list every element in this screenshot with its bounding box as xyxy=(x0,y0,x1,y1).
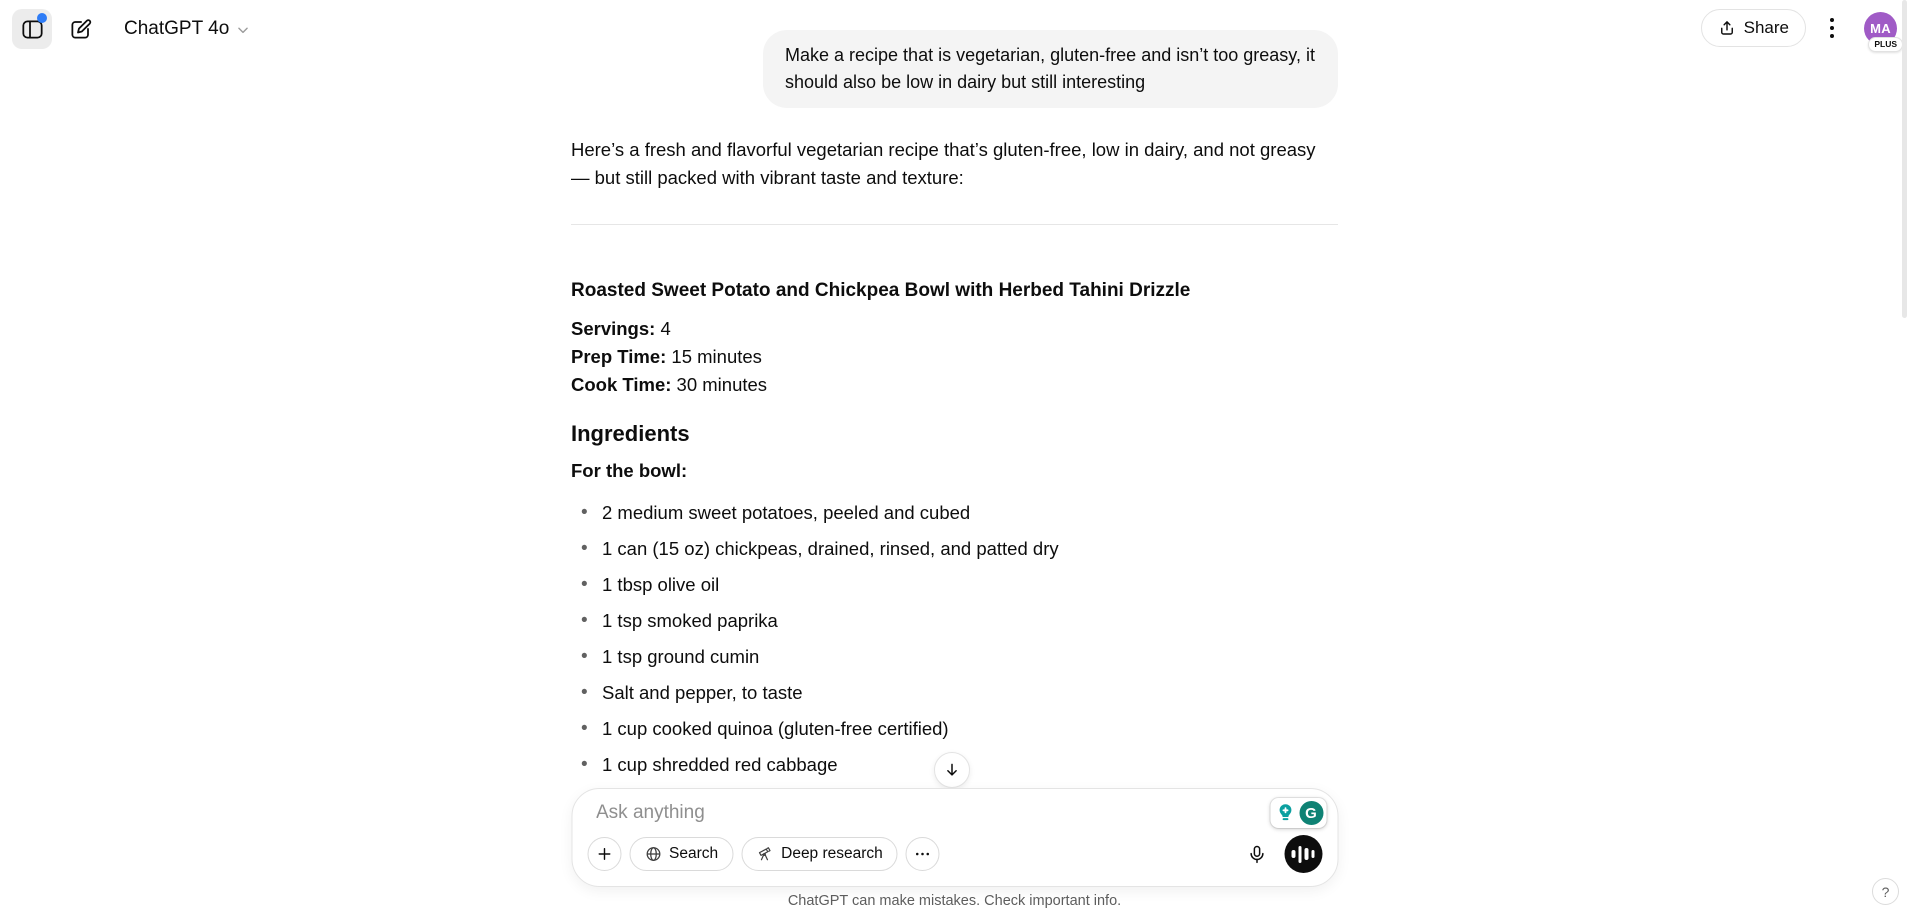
share-button[interactable] xyxy=(1701,9,1806,47)
plus-icon xyxy=(595,845,613,863)
section-divider xyxy=(571,224,1338,225)
servings-value: 4 xyxy=(655,318,671,339)
prep-time-label: Prep Time: xyxy=(571,346,667,367)
composer xyxy=(571,788,1338,887)
recipe-title: Roasted Sweet Potato and Chickpea Bowl with Herbed Tahini Drizzle xyxy=(571,280,1191,301)
topbar-left xyxy=(12,9,258,49)
servings-label: Servings: xyxy=(571,318,656,339)
servings-line xyxy=(571,315,1338,343)
list-item: • 1 tsp smoked paprika xyxy=(571,607,1338,634)
avatar: MA xyxy=(1864,12,1897,45)
message-input[interactable] xyxy=(596,802,1116,824)
scroll-down-arrow-icon xyxy=(943,761,961,779)
plan-badge: PLUS xyxy=(1868,37,1903,52)
browser-extensions-chip[interactable] xyxy=(1270,798,1326,828)
cook-time-label: Cook Time: xyxy=(571,374,672,395)
prep-time-value: 15 minutes xyxy=(666,346,762,367)
scrollbar[interactable] xyxy=(1902,0,1907,318)
compose-icon xyxy=(68,17,93,42)
deep-research-label: Deep research xyxy=(781,845,883,862)
share-label: Share xyxy=(1743,18,1789,37)
sidebar-toggle-button[interactable] xyxy=(12,9,52,49)
attach-button[interactable] xyxy=(587,837,621,871)
prep-time-line xyxy=(571,343,1338,371)
deep-research-button[interactable] xyxy=(741,837,898,871)
list-item: • Salt and pepper, to taste xyxy=(571,679,1338,706)
topbar-right xyxy=(1701,9,1897,47)
share-upload-icon xyxy=(1718,19,1736,37)
search-button[interactable] xyxy=(629,837,733,871)
chevron-down-icon xyxy=(236,23,250,37)
assistant-message xyxy=(571,136,1338,814)
help-button[interactable]: ? xyxy=(1872,878,1899,905)
assistant-intro: Here’s a fresh and flavorful vegetarian recipe that’s gluten-free, low in dairy, and not greasy — but still packed with vibrant taste and texture: xyxy=(571,139,1316,188)
conversation-menu-button[interactable] xyxy=(1814,10,1850,46)
list-item: • 1 tbsp olive oil xyxy=(571,571,1338,598)
scroll-to-bottom-button[interactable] xyxy=(934,752,970,788)
dictate-button[interactable] xyxy=(1240,837,1274,871)
mic-icon xyxy=(1247,844,1268,865)
list-item: • 1 tsp ground cumin xyxy=(571,643,1338,670)
list-item: • 1 cup cooked quinoa (gluten-free certified) xyxy=(571,715,1338,742)
voice-mode-button[interactable] xyxy=(1284,835,1322,873)
user-message-bubble: Make a recipe that is vegetarian, gluten-free and isn’t too greasy, it should also be low in dairy but still interesting xyxy=(763,30,1338,108)
ingredients-heading: Ingredients xyxy=(571,421,690,446)
notification-dot xyxy=(37,13,47,23)
ingredients-subheading: For the bowl: xyxy=(571,460,688,481)
search-label: Search xyxy=(669,845,719,862)
cook-time-line xyxy=(571,371,1338,399)
globe-icon xyxy=(644,845,662,863)
list-item: • 2 medium sweet potatoes, peeled and cubed xyxy=(571,499,1338,526)
user-message-row xyxy=(571,30,1338,108)
disclaimer-text: ChatGPT can make mistakes. Check important info. xyxy=(787,893,1122,909)
composer-right-cluster xyxy=(1240,835,1322,873)
recipe-meta xyxy=(571,315,1338,399)
voice-waveform-icon xyxy=(1292,850,1296,858)
conversation-column xyxy=(571,0,1338,814)
list-item: • 1 can (15 oz) chickpeas, drained, rinsed, and patted dry xyxy=(571,535,1338,562)
model-label: ChatGPT 4o xyxy=(124,18,230,39)
composer-toolbar xyxy=(587,835,1322,873)
grammarly-extension-icon: G xyxy=(1299,801,1323,825)
more-tools-button[interactable] xyxy=(906,837,940,871)
lightbulb-extension-icon xyxy=(1273,801,1297,825)
list-item: • 1 cup shredded red cabbage xyxy=(571,751,1338,778)
new-chat-button[interactable] xyxy=(60,9,100,49)
account-button[interactable] xyxy=(1864,12,1897,49)
ellipsis-icon xyxy=(914,845,932,863)
cook-time-value: 30 minutes xyxy=(671,374,768,395)
telescope-icon xyxy=(756,845,774,863)
model-selector[interactable] xyxy=(116,12,258,46)
